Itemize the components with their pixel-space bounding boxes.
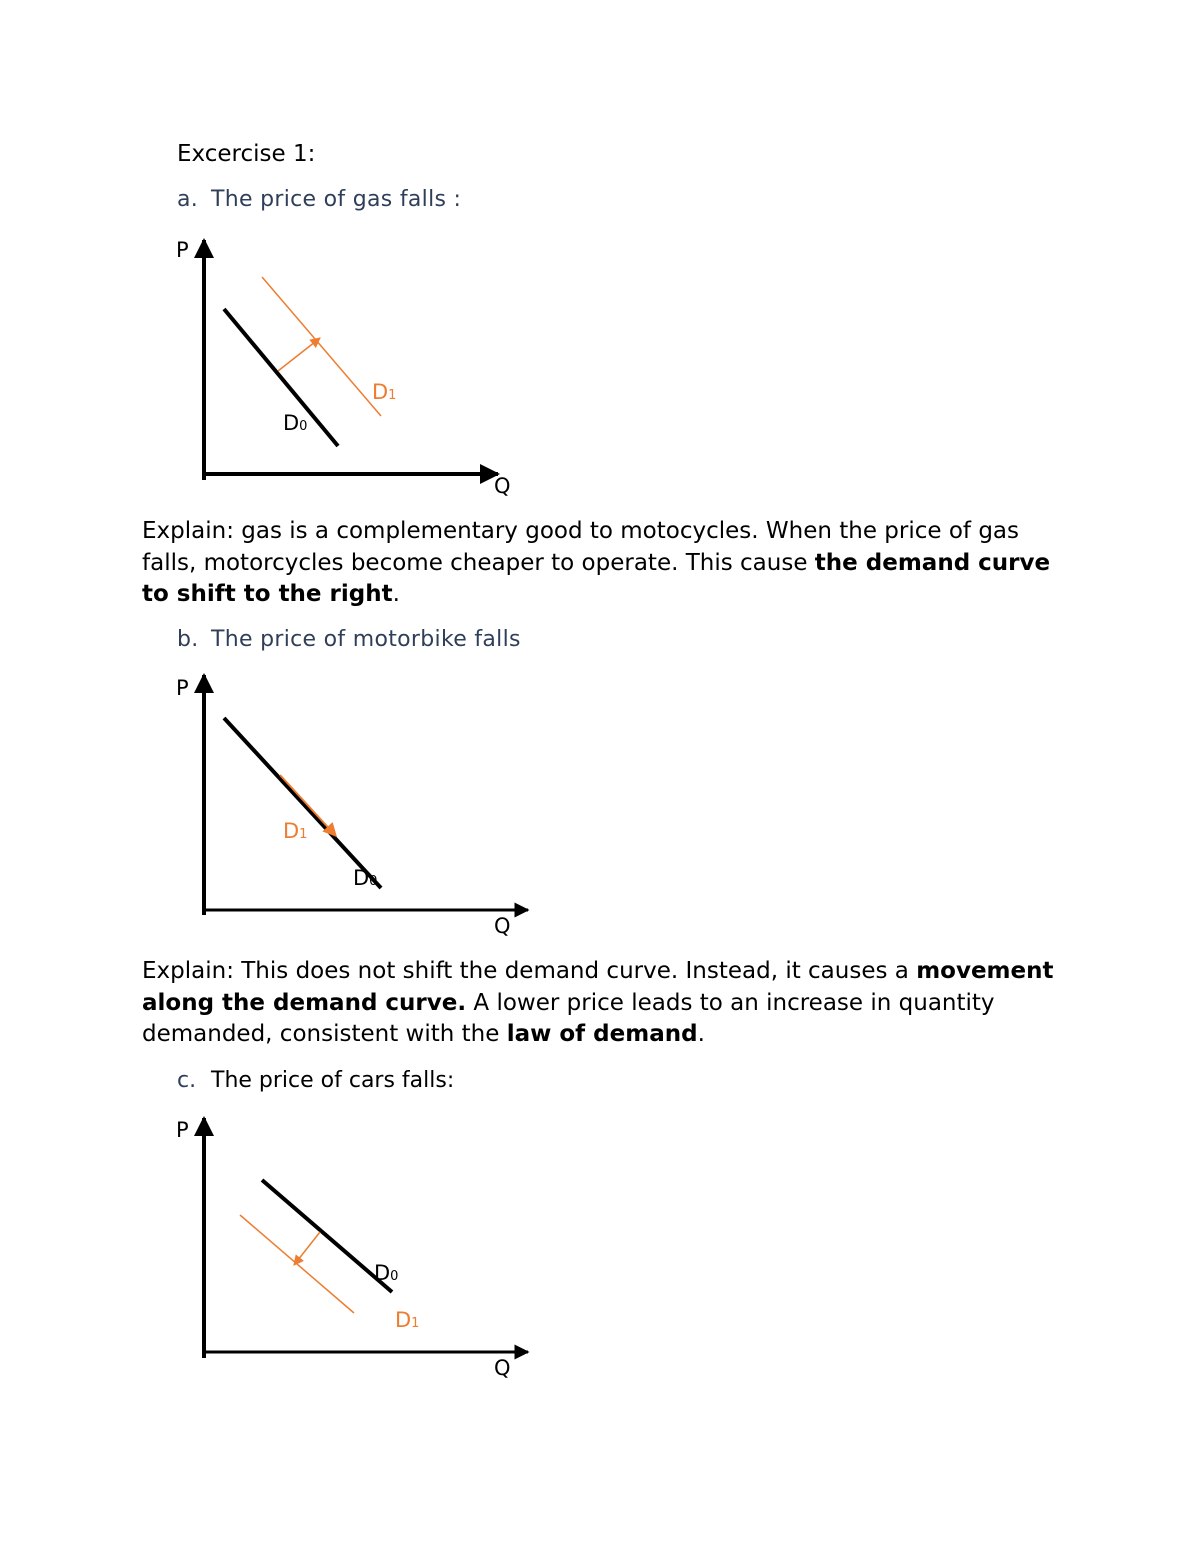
figure-a-demand-curve-d1 <box>262 277 381 416</box>
explain-b-paragraph <box>142 956 1072 1051</box>
explain-a-bold: the demand curve to shift to the right <box>142 549 1051 607</box>
figure-b-d0-letter: D <box>353 866 370 890</box>
item-b-text: The price of motorbike falls <box>211 627 521 652</box>
figure-b-d1-label <box>283 819 307 843</box>
figure-c-d0-label <box>374 1261 398 1285</box>
figure-b-q-label: Q <box>494 914 511 938</box>
figure-b-demand-curve <box>224 718 381 888</box>
figure-c-shift-arrow <box>294 1232 320 1265</box>
figure-b-graph <box>176 675 528 938</box>
item-c-label: c. <box>177 1068 197 1093</box>
figure-b-d0-sub: 0 <box>369 874 378 889</box>
figure-a-d0-label <box>283 411 307 435</box>
explain-b-bold-2: law of demand <box>506 1021 698 1047</box>
figure-c-q-label: Q <box>494 1356 511 1380</box>
explain-b-prefix: Explain: This does not shift the demand curve. Instead, it causes a <box>142 958 917 984</box>
figure-c-p-label: P <box>176 1118 189 1142</box>
figure-a-shift-arrow <box>278 338 320 371</box>
explain-a-prefix: Explain: gas is a complementary good to motocycles. When the price of gas falls, motorcycles become cheaper to operate. This cause <box>142 518 1020 576</box>
figure-c-d1-sub: 1 <box>411 1316 420 1331</box>
figure-a-p-label: P <box>176 238 189 262</box>
figure-a-d1-sub: 1 <box>388 388 397 403</box>
figure-a-q-label: Q <box>494 474 511 498</box>
figure-c-demand-curve-d1 <box>240 1215 354 1313</box>
figure-a-d0-letter: D <box>283 411 300 435</box>
figure-b-p-label: P <box>176 676 189 700</box>
figure-c-d1-label <box>395 1308 419 1332</box>
figure-a-graph <box>176 238 511 498</box>
figure-c-d0-sub: 0 <box>390 1269 399 1284</box>
figure-c-d1-letter: D <box>395 1308 412 1332</box>
item-c-text: The price of cars falls: <box>211 1068 455 1093</box>
explain-a-suffix: . <box>392 581 400 607</box>
item-b-heading <box>177 627 521 652</box>
explain-b-bold-1: movement along the demand curve. <box>142 958 1054 1016</box>
figure-a-d0-sub: 0 <box>299 419 308 434</box>
explain-a-paragraph <box>142 516 1072 611</box>
figure-b-d1-sub: 1 <box>299 827 308 842</box>
explain-b-middle: A lower price leads to an increase in quantity demanded, consistent with the <box>142 989 995 1047</box>
figure-a-d1-letter: D <box>372 380 389 404</box>
item-a-label: a. <box>177 187 199 212</box>
figure-b-d0-label <box>353 866 377 890</box>
item-a-text: The price of gas falls : <box>211 187 462 212</box>
figure-b-d1-letter: D <box>283 819 300 843</box>
figure-c-graph <box>176 1118 528 1380</box>
figure-c-d0-letter: D <box>374 1261 391 1285</box>
exercise-title: Excercise 1: <box>177 141 316 167</box>
figure-a-d1-label <box>372 380 396 404</box>
item-b-label: b. <box>177 627 199 652</box>
explain-b-suffix: . <box>697 1021 705 1047</box>
figure-a-demand-curve-d0 <box>224 309 338 446</box>
figure-c-demand-curve-d0 <box>262 1180 392 1292</box>
item-c-heading <box>177 1068 454 1093</box>
